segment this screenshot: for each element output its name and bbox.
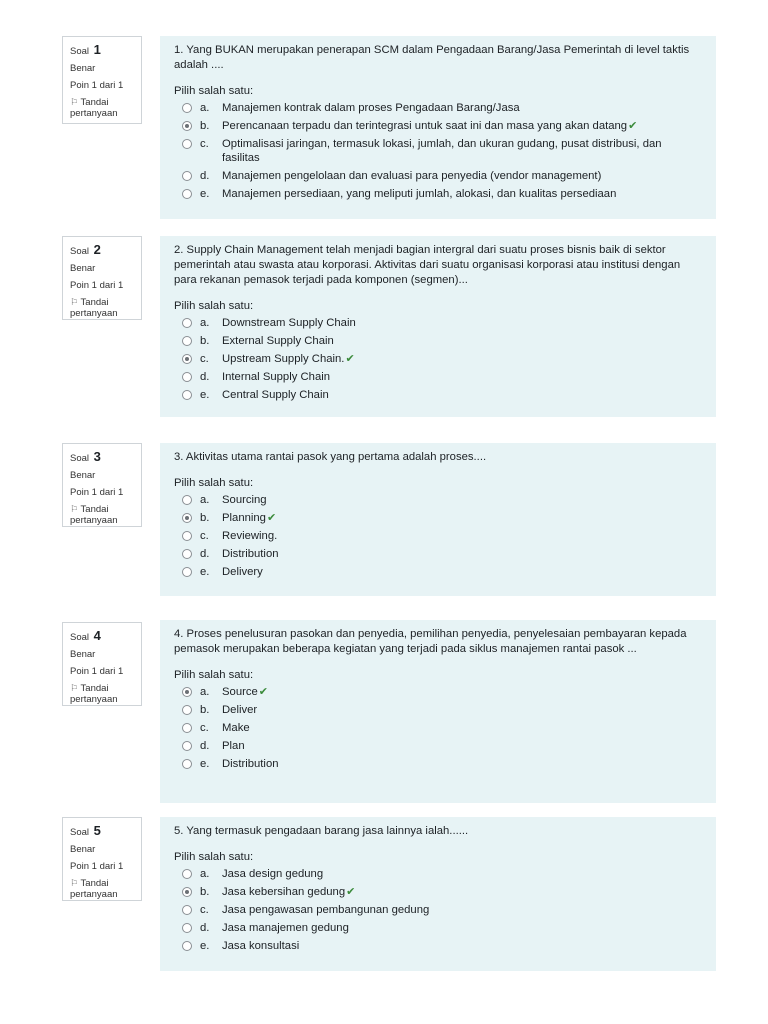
answer-option-c[interactable]	[174, 903, 702, 917]
answer-option-e[interactable]	[174, 757, 702, 771]
option-letter: b.	[200, 120, 210, 132]
answer-option-d[interactable]	[174, 739, 702, 753]
radio-button[interactable]	[182, 495, 192, 505]
flag-question-link[interactable]	[70, 297, 135, 319]
flag-label: Tandai pertanyaan	[70, 683, 118, 705]
question-text: 3. Aktivitas utama rantai pasok yang pertama adalah proses....	[174, 451, 487, 463]
flag-label: Tandai pertanyaan	[70, 297, 118, 319]
question-info	[62, 817, 142, 901]
option-letter: c.	[200, 904, 209, 916]
option-letter: c.	[200, 530, 209, 542]
flag-question-link[interactable]	[70, 97, 135, 119]
check-icon: ✔	[345, 353, 355, 365]
answer-option-b[interactable]	[174, 511, 702, 525]
question-content	[160, 36, 716, 219]
check-icon: ✔	[266, 512, 277, 524]
option-letter: a.	[200, 686, 210, 698]
option-text: Jasa pengawasan pembangunan gedung	[222, 904, 430, 916]
points-label: Poin 1 dari 1	[70, 280, 124, 291]
radio-button[interactable]	[182, 759, 192, 769]
question-text: 2. Supply Chain Management telah menjadi bagian intergral dari suatu proses bisnis baik di sektor pemerintah atau swasta atau korporasi. Aktivitas dari suatu organisasi korporasi atau institusi dengan para rekanan pemasok terjadi pada komponen (segmen)...	[174, 244, 681, 286]
radio-button[interactable]	[182, 705, 192, 715]
radio-button-selected[interactable]	[182, 687, 192, 697]
status-label: Benar	[70, 470, 96, 481]
answer-option-c[interactable]	[174, 529, 702, 543]
radio-button[interactable]	[182, 103, 192, 113]
flag-icon: ⚐	[70, 97, 79, 107]
soal-label: Soal	[70, 827, 90, 838]
question-info	[62, 443, 142, 527]
option-text: Central Supply Chain	[222, 389, 329, 401]
radio-button[interactable]	[182, 723, 192, 733]
radio-button-selected[interactable]	[182, 354, 192, 364]
check-icon: ✔	[258, 686, 269, 698]
option-letter: a.	[200, 102, 210, 114]
soal-label: Soal	[70, 453, 90, 464]
radio-button[interactable]	[182, 171, 192, 181]
question-text: 4. Proses penelusuran pasokan dan penyedia, pemilihan penyedia, penyelesaian pembayaran kepada pemasok merupakan beberapa kegiatan yang terjadi pada siklus manajemen rantai pasok ...	[174, 628, 687, 655]
answer-option-b[interactable]	[174, 119, 702, 133]
points-label: Poin 1 dari 1	[70, 80, 124, 91]
points-label: Poin 1 dari 1	[70, 666, 124, 677]
question-text: 1. Yang BUKAN merupakan penerapan SCM dalam Pengadaan Barang/Jasa Pemerintah di level taktis adalah ....	[174, 44, 690, 71]
status-label: Benar	[70, 63, 96, 74]
flag-question-link[interactable]	[70, 878, 135, 900]
option-text: Downstream Supply Chain	[222, 317, 356, 329]
flag-label: Tandai pertanyaan	[70, 878, 118, 900]
answer-option-a[interactable]	[174, 493, 702, 507]
answer-option-e[interactable]	[174, 388, 702, 402]
option-text: Manajemen persediaan, yang meliputi jumlah, alokasi, dan kualitas persediaan	[222, 188, 617, 200]
option-letter: a.	[200, 494, 210, 506]
option-text: Manajemen kontrak dalam proses Pengadaan Barang/Jasa	[222, 102, 520, 114]
option-text: Jasa design gedung	[222, 868, 324, 880]
answer-option-c[interactable]	[174, 721, 702, 735]
option-text: Jasa konsultasi	[222, 940, 300, 952]
answer-option-a[interactable]	[174, 316, 702, 330]
radio-button[interactable]	[182, 318, 192, 328]
question-number: 2	[93, 242, 101, 257]
flag-icon: ⚐	[70, 297, 79, 307]
option-text: Planning	[222, 512, 266, 524]
option-letter: e.	[200, 188, 210, 200]
option-text: Plan	[222, 740, 245, 752]
option-letter: b.	[200, 886, 210, 898]
flag-question-link[interactable]	[70, 504, 135, 526]
radio-button[interactable]	[182, 531, 192, 541]
option-letter: e.	[200, 758, 210, 770]
option-text: Source	[222, 686, 258, 698]
answer-option-e[interactable]	[174, 187, 702, 201]
flag-icon: ⚐	[70, 504, 79, 514]
soal-label: Soal	[70, 632, 90, 643]
option-text: Deliver	[222, 704, 258, 716]
option-letter: e.	[200, 940, 210, 952]
answer-prompt: Pilih salah satu:	[174, 669, 254, 681]
answer-option-c[interactable]	[174, 137, 702, 165]
question-text: 5. Yang termasuk pengadaan barang jasa lainnya ialah......	[174, 825, 469, 837]
status-label: Benar	[70, 649, 96, 660]
answer-prompt: Pilih salah satu:	[174, 85, 254, 97]
option-text: Sourcing	[222, 494, 267, 506]
option-letter: a.	[200, 317, 210, 329]
option-text: Jasa kebersihan gedung	[222, 886, 346, 898]
answer-option-b[interactable]	[174, 703, 702, 717]
question-content	[160, 443, 716, 596]
question-info	[62, 622, 142, 706]
option-text: External Supply Chain	[222, 335, 334, 347]
option-letter: e.	[200, 566, 210, 578]
question-number: 1	[93, 42, 101, 57]
question-number: 4	[93, 628, 101, 643]
radio-button[interactable]	[182, 139, 192, 149]
answer-option-a[interactable]	[174, 685, 702, 699]
answer-option-d[interactable]	[174, 169, 702, 183]
option-letter: d.	[200, 740, 210, 752]
answer-option-a[interactable]	[174, 867, 702, 881]
flag-question-link[interactable]	[70, 683, 135, 705]
option-letter: a.	[200, 868, 210, 880]
radio-button-selected[interactable]	[182, 513, 192, 523]
answer-option-a[interactable]	[174, 101, 702, 115]
option-letter: d.	[200, 371, 210, 383]
question-info	[62, 236, 142, 320]
radio-button[interactable]	[182, 741, 192, 751]
flag-label: Tandai pertanyaan	[70, 504, 118, 526]
answer-option-e[interactable]	[174, 939, 702, 953]
answer-option-b[interactable]	[174, 885, 702, 899]
points-label: Poin 1 dari 1	[70, 861, 124, 872]
option-text: Jasa manajemen gedung	[222, 922, 349, 934]
answer-option-d[interactable]	[174, 921, 702, 935]
flag-icon: ⚐	[70, 878, 79, 888]
option-letter: c.	[200, 722, 209, 734]
option-letter: c.	[200, 353, 209, 365]
question-number: 3	[93, 449, 101, 464]
radio-button[interactable]	[182, 941, 192, 951]
flag-label: Tandai pertanyaan	[70, 97, 118, 119]
option-text: Manajemen pengelolaan dan evaluasi para penyedia (vendor management)	[222, 170, 602, 182]
answer-prompt: Pilih salah satu:	[174, 851, 254, 863]
option-text: Reviewing.	[222, 530, 278, 542]
option-text: Make	[222, 722, 250, 734]
flag-icon: ⚐	[70, 683, 79, 693]
radio-button[interactable]	[182, 336, 192, 346]
soal-label: Soal	[70, 246, 90, 257]
option-letter: c.	[200, 138, 209, 150]
status-label: Benar	[70, 844, 96, 855]
radio-button[interactable]	[182, 869, 192, 879]
radio-button[interactable]	[182, 905, 192, 915]
answer-prompt: Pilih salah satu:	[174, 300, 254, 312]
option-text: Distribution	[222, 548, 279, 560]
soal-label: Soal	[70, 46, 90, 57]
answer-option-e[interactable]	[174, 565, 702, 579]
option-letter: d.	[200, 170, 210, 182]
option-text: Perencanaan terpadu dan terintegrasi untuk saat ini dan masa yang akan datang	[222, 120, 628, 132]
answer-option-d[interactable]	[174, 547, 702, 561]
option-letter: b.	[200, 335, 210, 347]
check-icon: ✔	[628, 120, 638, 132]
radio-button[interactable]	[182, 372, 192, 382]
question-info	[62, 36, 142, 124]
radio-button[interactable]	[182, 567, 192, 577]
radio-button[interactable]	[182, 923, 192, 933]
option-text: Internal Supply Chain	[222, 371, 331, 383]
option-text: Distribution	[222, 758, 279, 770]
answer-option-b[interactable]	[174, 334, 702, 348]
points-label: Poin 1 dari 1	[70, 487, 124, 498]
question-content	[160, 620, 716, 803]
radio-button-selected[interactable]	[182, 121, 192, 131]
answer-option-d[interactable]	[174, 370, 702, 384]
question-number: 5	[93, 823, 101, 838]
status-label: Benar	[70, 263, 96, 274]
question-content	[160, 817, 716, 971]
radio-button[interactable]	[182, 189, 192, 199]
answer-prompt: Pilih salah satu:	[174, 477, 254, 489]
option-letter: b.	[200, 512, 210, 524]
option-letter: d.	[200, 548, 210, 560]
option-letter: b.	[200, 704, 210, 716]
question-content	[160, 236, 716, 417]
option-text: Optimalisasi jaringan, termasuk lokasi, jumlah, dan ukuran gudang, pusat distribusi, dan fasilitas	[222, 138, 662, 164]
radio-button[interactable]	[182, 549, 192, 559]
option-letter: e.	[200, 389, 210, 401]
radio-button-selected[interactable]	[182, 887, 192, 897]
option-text: Upstream Supply Chain.	[222, 353, 345, 365]
option-text: Delivery	[222, 566, 263, 578]
answer-option-c[interactable]	[174, 352, 702, 366]
check-icon: ✔	[346, 886, 356, 898]
option-letter: d.	[200, 922, 210, 934]
radio-button[interactable]	[182, 390, 192, 400]
